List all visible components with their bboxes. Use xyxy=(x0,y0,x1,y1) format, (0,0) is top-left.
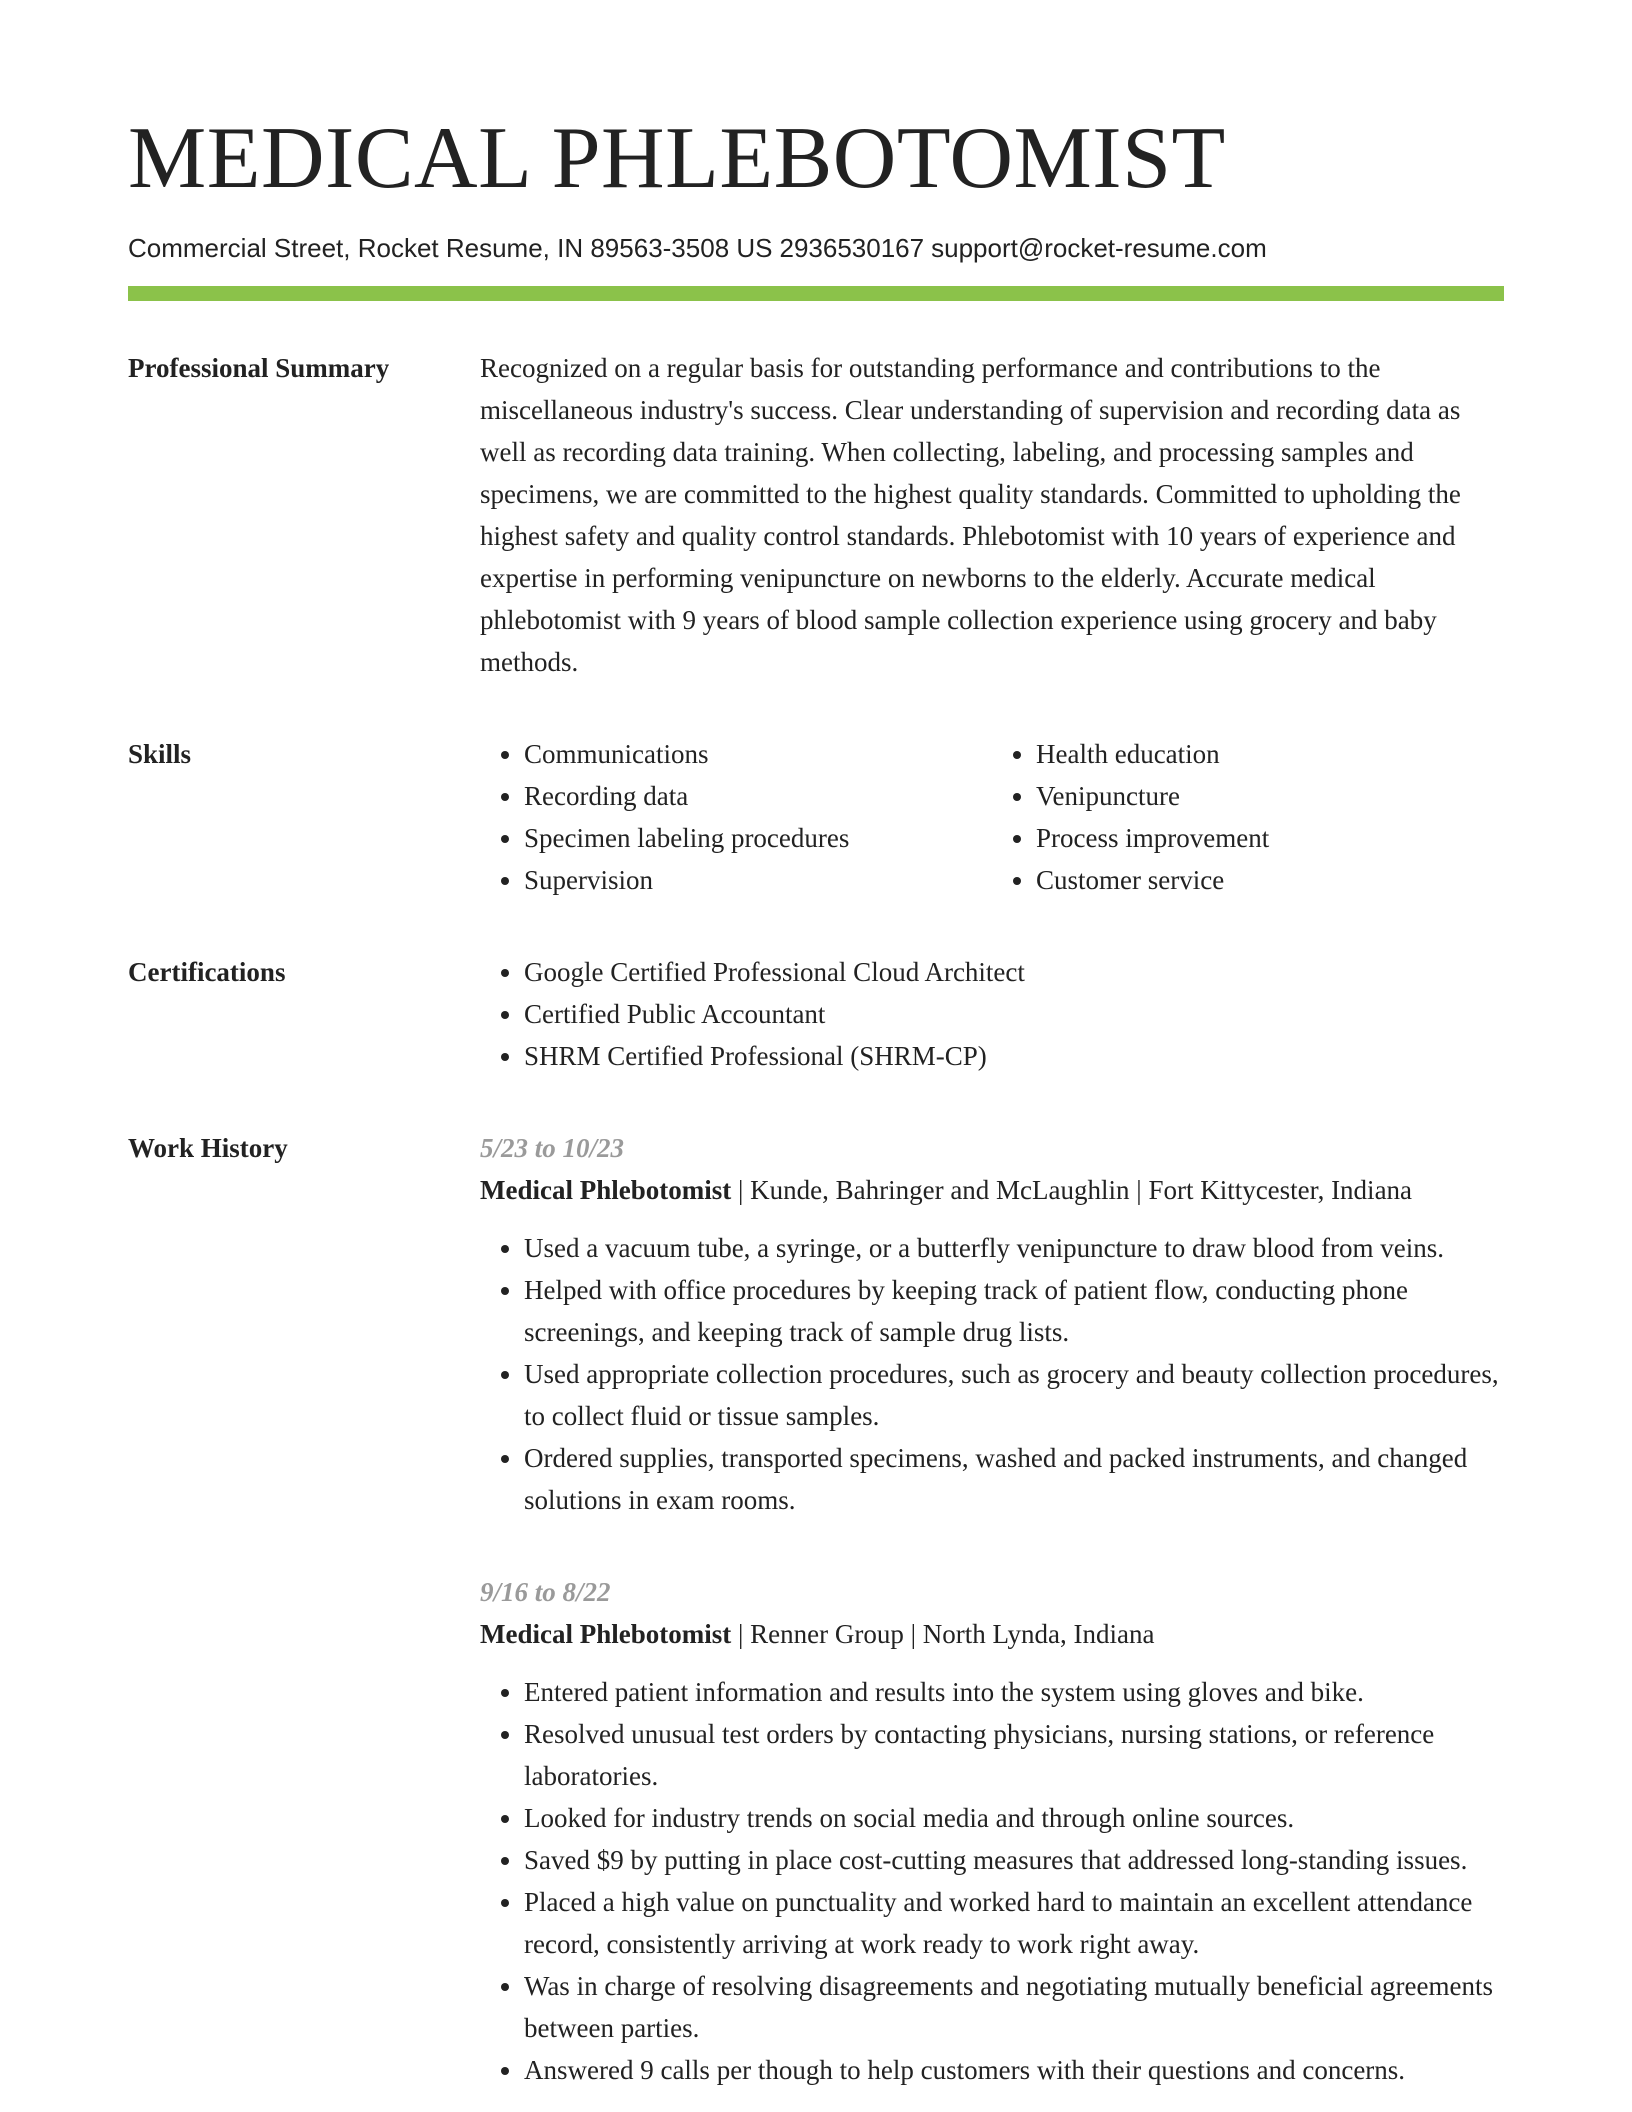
job-entry xyxy=(480,1571,1504,2091)
job-location: Fort Kittycester, Indiana xyxy=(1148,1175,1413,1205)
contact-phone: 2936530167 xyxy=(779,233,925,263)
job-location: North Lynda, Indiana xyxy=(922,1619,1155,1649)
job-bullet: • Helped with office procedures by keeping track of patient flow, conducting phone screenings, and keeping track of sample drug lists. xyxy=(524,1269,1504,1353)
job-bullet: • Placed a high value on punctuality and worked hard to maintain an excellent attendance record, consistently arriving at work ready to work right away. xyxy=(524,1881,1504,1965)
contact-email: support@rocket-resume.com xyxy=(931,233,1267,263)
job-bullet: • Answered 9 calls per though to help customers with their questions and concerns. xyxy=(524,2049,1504,2091)
job-bullet: • Resolved unusual test orders by contacting physicians, nursing stations, or reference laboratories. xyxy=(524,1713,1504,1797)
job-bullet: • Saved $9 by putting in place cost-cutting measures that addressed long-standing issues. xyxy=(524,1839,1504,1881)
header-divider xyxy=(128,286,1504,301)
skills-list-left xyxy=(480,733,992,901)
job-entry xyxy=(480,1127,1504,1521)
job-company: Kunde, Bahringer and McLaughlin xyxy=(750,1175,1130,1205)
skill-item: • Process improvement xyxy=(1036,817,1504,859)
certification-item: • Certified Public Accountant xyxy=(524,993,1504,1035)
contact-address: Commercial Street, Rocket Resume, IN 89563-3508 US xyxy=(128,233,773,263)
skill-item: • Recording data xyxy=(524,775,992,817)
certifications-heading: Certifications xyxy=(128,957,286,987)
job-title-line: Medical Phlebotomist | Kunde, Bahringer and McLaughlin | Fort Kittycester, Indiana xyxy=(480,1175,1413,1205)
job-title: Medical Phlebotomist xyxy=(480,1619,732,1649)
work-history-section xyxy=(128,1127,1504,2091)
job-bullet: • Used appropriate collection procedures, such as grocery and beauty collection procedures, to collect fluid or tissue samples. xyxy=(524,1353,1504,1437)
work-history-heading: Work History xyxy=(128,1133,288,1163)
job-bullet: • Used a vacuum tube, a syringe, or a butterfly venipuncture to draw blood from veins. xyxy=(524,1227,1504,1269)
job-bullet: • Entered patient information and results into the system using gloves and bike. xyxy=(524,1671,1504,1713)
certifications-section xyxy=(128,951,1504,1077)
job-bullets xyxy=(480,1671,1504,2091)
summary-text: Recognized on a regular basis for outstanding performance and contributions to the miscellaneous industry's success. Clear understanding of supervision and recording data as well as recording data training. When collecting, labeling, and processing samples and specimens, we are committed to the highest quality standards. Committed to upholding the highest safety and quality control standards. Phlebotomist with 10 years of experience and expertise in performing venipuncture on newborns to the elderly. Accurate medical phlebotomist with 9 years of blood sample collection experience using grocery and baby methods. xyxy=(480,353,1461,677)
job-title-line: Medical Phlebotomist | Renner Group | North Lynda, Indiana xyxy=(480,1619,1155,1649)
resume-name: MEDICAL PHLEBOTOMIST xyxy=(128,110,1226,207)
summary-heading: Professional Summary xyxy=(128,353,390,383)
job-bullet: • Ordered supplies, transported specimens, washed and packed instruments, and changed solutions in exam rooms. xyxy=(524,1437,1504,1521)
job-dates: 5/23 to 10/23 xyxy=(480,1133,625,1163)
job-bullet: • Was in charge of resolving disagreements and negotiating mutually beneficial agreements between parties. xyxy=(524,1965,1504,2049)
skills-section xyxy=(128,733,1504,901)
certification-item: • Google Certified Professional Cloud Architect xyxy=(524,951,1504,993)
job-bullets xyxy=(480,1227,1504,1521)
job-dates: 9/16 to 8/22 xyxy=(480,1577,611,1607)
summary-section xyxy=(128,347,1504,683)
job-company: Renner Group xyxy=(750,1619,904,1649)
skill-item: • Health education xyxy=(1036,733,1504,775)
skill-item: • Venipuncture xyxy=(1036,775,1504,817)
skills-list-right xyxy=(992,733,1504,901)
certification-item: • SHRM Certified Professional (SHRM-CP) xyxy=(524,1035,1504,1077)
job-bullet: • Looked for industry trends on social media and through online sources. xyxy=(524,1797,1504,1839)
skills-heading: Skills xyxy=(128,739,192,769)
job-title: Medical Phlebotomist xyxy=(480,1175,732,1205)
contact-line xyxy=(128,233,1504,264)
skill-item: • Communications xyxy=(524,733,992,775)
skill-item: • Supervision xyxy=(524,859,992,901)
skill-item: • Specimen labeling procedures xyxy=(524,817,992,859)
certifications-list xyxy=(480,951,1504,1077)
skill-item: • Customer service xyxy=(1036,859,1504,901)
